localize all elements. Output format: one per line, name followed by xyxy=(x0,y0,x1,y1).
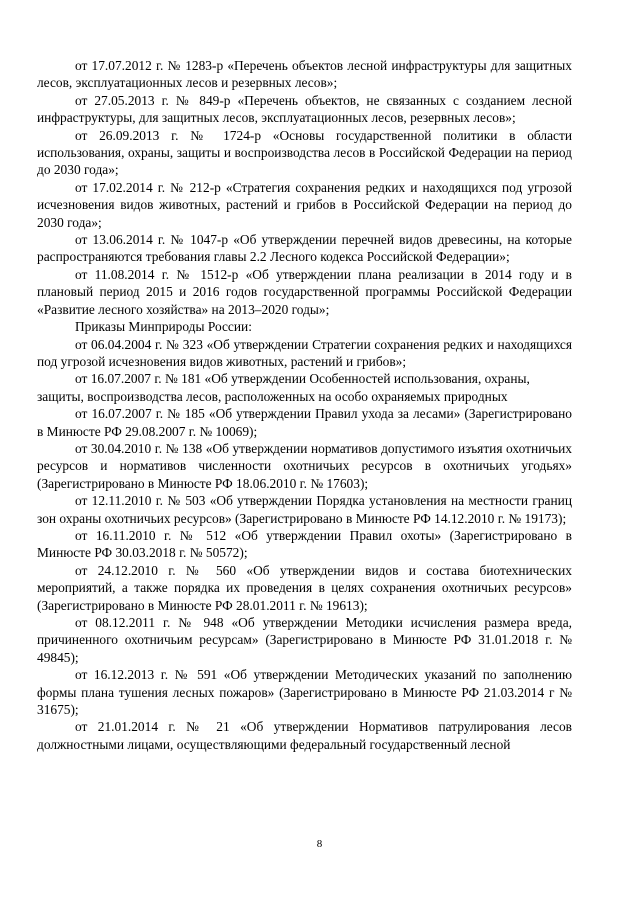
page-number: 8 xyxy=(316,838,323,850)
paragraph-order-503: от 12.11.2010 г. № 503 «Об утверждении Порядка установления на местности границ зон охраны охотничьих ресурсов» (Зарегистрировано в Минюсте РФ 14.12.2010 г. № 19173); xyxy=(37,493,572,526)
paragraph-order-1724: от 26.09.2013 г. № 1724-р «Основы государственной политики в области использования, охраны, защиты и воспроизводства лесов в Российской Федерации на период до 2030 года»; xyxy=(37,127,572,178)
document-body xyxy=(37,57,572,753)
paragraph-order-560: от 24.12.2010 г. № 560 «Об утверждении видов и состава биотехнических мероприятий, а также порядка их проведения в целях сохранения охотничьих ресурсов» (Зарегистрировано в Минюсте РФ 28.01.2011 г. № 19613); xyxy=(37,562,572,613)
paragraph-order-138: от 30.04.2010 г. № 138 «Об утверждении нормативов допустимого изъятия охотничьих ресурсов и нормативов численности охотничьих ресурсов в охотничьих угодьях» (Зарегистрировано в Минюсте РФ 18.06.2010 г. № 17603); xyxy=(37,440,572,491)
paragraph-order-185: от 16.07.2007 г. № 185 «Об утверждении Правил ухода за лесами» (Зарегистрировано в Минюсте РФ 29.08.2007 г. № 10069); xyxy=(37,406,572,439)
paragraph-order-21: от 21.01.2014 г. № 21 «Об утверждении Нормативов патрулирования лесов должностными лицами, осуществляющими федеральный государственный лесной xyxy=(37,719,572,752)
paragraph-order-1047: от 13.06.2014 г. № 1047-р «Об утверждении перечней видов древесины, на которые распространяются требования главы 2.2 Лесного кодекса Российской Федерации»; xyxy=(37,232,572,265)
paragraph-order-512: от 16.11.2010 г. № 512 «Об утверждении Правил охоты» (Зарегистрировано в Минюсте РФ 30.03.2018 г. № 50572); xyxy=(37,527,572,561)
paragraph-order-591: от 16.12.2013 г. № 591 «Об утверждении Методических указаний по заполнению формы плана тушения лесных пожаров» (Зарегистрировано в Минюсте РФ 21.03.2014 г № 31675); xyxy=(37,667,572,718)
paragraph-order-948: от 08.12.2011 г. № 948 «Об утверждении Методики исчисления размера вреда, причиненного охотничьим ресурсам» (Зарегистрировано в Минюсте РФ 31.01.2018 г. № 49845); xyxy=(37,615,572,665)
paragraph-order-1283: от 17.07.2012 г. № 1283-р «Перечень объектов лесной инфраструктуры для защитных лесов, эксплуатационных лесов и резервных лесов»; xyxy=(37,58,572,91)
paragraph-order-212: от 17.02.2014 г. № 212-р «Стратегия сохранения редких и находящихся под угрозой исчезновения видов животных, растений и грибов в Российской Федерации на период до 2030 года»; xyxy=(37,179,572,230)
paragraph-order-1512: от 11.08.2014 г. № 1512-р «Об утверждении плана реализации в 2014 году и в плановый период 2015 и 2016 годов государственной программы Российской Федерации «Развитие лесного хозяйства» на 2013–2020 годы»; xyxy=(37,266,572,317)
section-heading-ministry-orders: Приказы Минприроды России: xyxy=(75,319,252,335)
paragraph-order-181: от 16.07.2007 г. № 181 «Об утверждении Особенностей использования, охраны, защиты, воспроизводства лесов, расположенных на особо охраняемых природных xyxy=(37,371,530,404)
paragraph-order-849: от 27.05.2013 г. № 849-р «Перечень объектов, не связанных с созданием лесной инфраструктуры, для защитных лесов, эксплуатационных лесов, резервных лесов»; xyxy=(37,92,572,126)
paragraph-order-323: от 06.04.2004 г. № 323 «Об утверждении Стратегии сохранения редких и находящихся под угрозой исчезновения видов животных, растений и грибов»; xyxy=(37,336,572,369)
